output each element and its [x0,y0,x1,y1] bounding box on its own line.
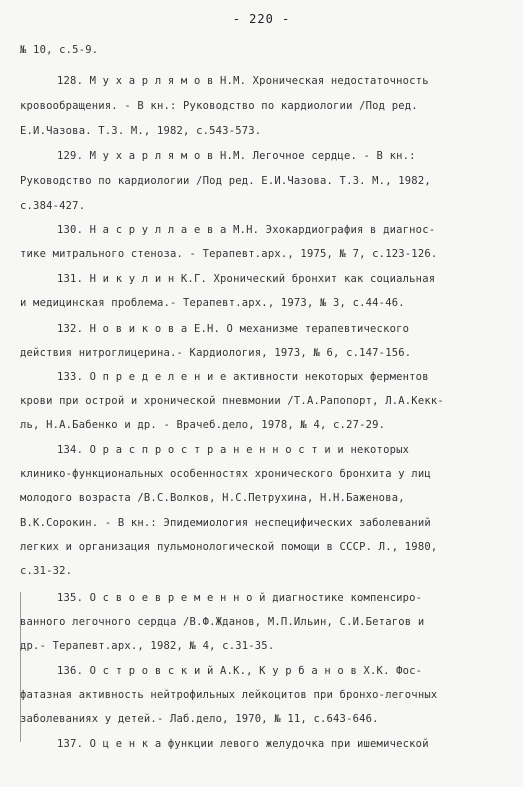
text-line: 128. М у х а р л я м о в Н.М. Хроническая недостаточность [57,75,429,87]
text-line: 134. О р а с п р о с т р а н е н н о с т и и некоторых [57,444,410,456]
text-line: фатазная активность нейтрофильных лейкоцитов при бронхо-легочных [20,689,438,701]
text-line: легких и организация пульмонологической помощи в СССР. Л., 1980, [20,541,438,553]
text-line: 133. О п р е д е л е н и е активности некоторых ферментов [57,371,429,383]
text-line: др.- Терапевт.арх., 1982, № 4, с.31-35. [20,640,275,652]
text-line: тике митрального стеноза. - Терапевт.арх., 1975, № 7, с.123-126. [20,248,438,260]
text-line: клинико-функциональных особенностях хронического бронхита у лиц [20,468,431,480]
text-line: ль, Н.А.Бабенко и др. - Врачеб.дело, 1978, № 4, с.27-29. [20,419,386,431]
text-line: молодого возраста /В.С.Волков, Н.С.Петрухина, Н.Н.Баженова, [20,492,405,504]
text-line: 136. О с т р о в с к и й А.К., К у р б а н о в Х.К. Фос- [57,665,423,677]
text-line: 132. Н о в и к о в а Е.Н. О механизме терапевтического [57,323,410,335]
text-line: с.31-32. [20,565,73,577]
text-line: 135. О с в о е в р е м е н н о й диагностике компенсиро- [57,592,423,604]
text-line: с.384-427. [20,200,86,212]
text-line: В.К.Сорокин. - В кн.: Эпидемиология неспецифических заболеваний [20,517,431,529]
text-line: и медицинская проблема.- Терапевт.арх., 1973, № 3, с.44-46. [20,297,405,309]
text-line: крови при острой и хронической пневмонии /Т.А.Рапопорт, Л.А.Кекк- [20,395,444,407]
text-line: 130. Н а с р у л л а е в а М.Н. Эхокардиография в диагнос- [57,224,436,236]
text-line: № 10, с.5-9. [20,44,99,56]
text-line: действия нитроглицерина.- Кардиология, 1973, № 6, с.147-156. [20,347,412,359]
text-line: кровообращения. - В кн.: Руководство по кардиологии /Под ред. [20,100,418,112]
text-line: Е.И.Чазова. Т.3. М., 1982, с.543-573. [20,125,262,137]
text-line: заболеваниях у детей.- Лаб.дело, 1970, № 11, с.643-646. [20,713,379,725]
text-line: Руководство по кардиологии /Под ред. Е.И.Чазова. Т.3. М., 1982, [20,175,431,187]
text-line: 129. М у х а р л я м о в Н.М. Легочное сердце. - В кн.: [57,150,416,162]
text-line: 131. Н и к у л и н К.Г. Хронический бронхит как социальная [57,273,436,285]
text-line: ванного легочного сердца /В.Ф.Жданов, М.П.Ильин, С.И.Бетагов и [20,616,425,628]
page-number: - 220 - [232,12,291,26]
text-line: 137. О ц е н к а функции левого желудочка при ишемической [57,738,429,750]
